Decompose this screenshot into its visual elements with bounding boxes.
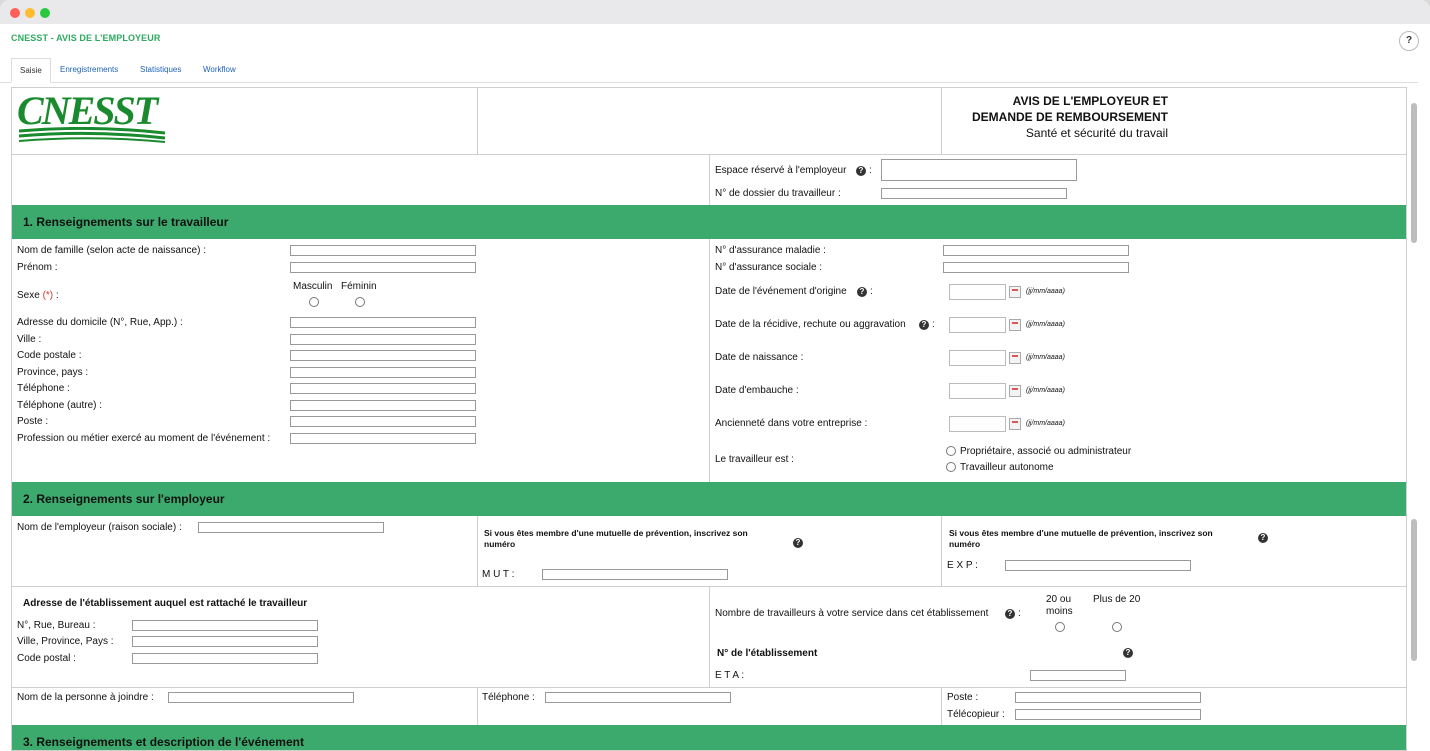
maximize-window-button[interactable] xyxy=(40,8,50,18)
travailleur-est-label: Le travailleur est : xyxy=(715,454,794,465)
date-embauche-label: Date d'embauche : xyxy=(715,385,799,396)
anciennete-label: Ancienneté dans votre entreprise : xyxy=(715,418,868,429)
no-etab-help-icon[interactable]: ? xyxy=(1123,648,1133,658)
code-postal-label: Code postal : xyxy=(17,653,76,664)
scrollbar-thumb-top[interactable] xyxy=(1411,103,1417,243)
telephone-autre-label: Téléphone (autre) : xyxy=(17,400,103,411)
poste-input[interactable] xyxy=(290,416,476,427)
vingt-moins-radio[interactable] xyxy=(1055,622,1065,632)
mutuelle-help-icon[interactable]: ? xyxy=(793,538,803,548)
date-evenement-input[interactable] xyxy=(949,284,1006,300)
cnesst-logo: CNESST xyxy=(17,91,167,143)
adresse-label: Adresse du domicile (N°, Rue, App.) : xyxy=(17,317,183,328)
exp-help-icon[interactable]: ? xyxy=(1258,533,1268,543)
adresse-input[interactable] xyxy=(290,317,476,328)
calendar-icon[interactable] xyxy=(1009,418,1021,430)
province-input[interactable] xyxy=(290,367,476,378)
telecopieur-label: Télécopieur : xyxy=(947,709,1005,720)
autonome-label: Travailleur autonome xyxy=(960,462,1054,473)
code-postal-input[interactable] xyxy=(132,653,318,664)
prenom-input[interactable] xyxy=(290,262,476,273)
calendar-icon[interactable] xyxy=(1009,286,1021,298)
personne-label: Nom de la personne à joindre : xyxy=(17,692,154,703)
eta-label: E T A : xyxy=(715,670,745,681)
date-embauche-input[interactable] xyxy=(949,383,1006,399)
telephone-input[interactable] xyxy=(290,383,476,394)
ville-label: Ville : xyxy=(17,334,42,345)
date-evenement-label: Date de l'événement d'origine xyxy=(715,286,847,297)
section1-header: 1. Renseignements sur le travailleur xyxy=(12,205,1406,239)
espace-help-icon[interactable]: ? xyxy=(856,166,866,176)
mutuelle-text-exp: Si vous êtes membre d'une mutuelle de prévention, inscrivez son numéro xyxy=(949,528,1213,549)
masculin-radio[interactable] xyxy=(309,297,319,307)
nom-famille-label: Nom de famille (selon acte de naissance) : xyxy=(17,245,206,256)
tab-bar xyxy=(0,58,1418,83)
rue-label: N°, Rue, Bureau : xyxy=(17,620,96,631)
scrollbar-thumb-bottom[interactable] xyxy=(1411,519,1417,661)
mut-label: M U T : xyxy=(482,569,515,580)
no-etab-label: N° de l'établissement xyxy=(717,648,818,659)
calendar-icon[interactable] xyxy=(1009,385,1021,397)
feminin-label: Féminin xyxy=(341,281,377,292)
telecopieur-input[interactable] xyxy=(1015,709,1201,720)
employeur-telephone-input[interactable] xyxy=(545,692,731,703)
nb-travailleurs-help-icon[interactable]: ? xyxy=(1005,609,1015,619)
tab-enregistrements[interactable]: Enregistrements xyxy=(60,65,119,74)
dossier-label: N° de dossier du travailleur : xyxy=(715,188,841,199)
title-bar xyxy=(0,0,1430,24)
nom-employeur-input[interactable] xyxy=(198,522,384,533)
employeur-poste-label: Poste : xyxy=(947,692,979,703)
date-naissance-input[interactable] xyxy=(949,350,1006,366)
code-postale-label: Code postale : xyxy=(17,350,82,361)
app-title: CNESST - AVIS DE L'EMPLOYEUR xyxy=(11,33,161,43)
sexe-label: Sexe (*) : xyxy=(17,290,59,301)
employer-notice-form: CNESST AVIS DE L'EMPLOYEUR ET DEMANDE DE REMBOURSEMENT Santé et sécurité du travail Espace réservé à l'employeur ? : N° de dossier du travailleur : 1. Renseignements sur le travailleur Nom de famille (selon acte de naissance) : Prénom : Sexe (*) : Masculin Féminin Adresse du domicile (N°, Rue, App.) : Ville : Code postale : Province, pays : Téléphone : Téléphone (autre) : Poste : Profession ou métier exercé au moment de l'événement : N° d'assurance maladie : N° d'assurance sociale : Date de l'événement d'origine ? : (jj/mm/aaaa) Date de la récidive, rechute ou aggravation ? : (jj/mm/aaaa) Date de naissance : (jj/mm/aaaa) Date d'embauche : (jj/mm/aaaa) Ancienneté dans votre entreprise : (jj/mm/aaaa) Le travailleur est : Propriétaire, associé ou administrateur Travailleur autonome 2. Renseignements sur l'employeur Nom de l'employeur (raison sociale) : Si vous êtes membre d'une mutuelle de prévention, inscrivez son numéro ? M U T : Si vous êtes membre d'une mutuelle de prévention, inscrivez son numéro ? E X P : Adresse de l'établissement auquel est rattaché le travailleur N°, Rue, Bureau : Ville, Province, Pays : Code postal : Nombre de travailleurs à votre service dans cet établissement ? : 20 ou moins Plus de 20 N° de l'établissement ? E T A : Nom de la personne à joindre : Téléphone : Poste : Télécopieur : 3. Renseignements et description de l'événement xyxy=(11,87,1407,751)
espace-label: Espace réservé à l'employeur xyxy=(715,165,847,176)
exp-input[interactable] xyxy=(1005,560,1191,571)
tab-workflow[interactable]: Workflow xyxy=(203,65,236,74)
telephone-label: Téléphone : xyxy=(17,383,70,394)
personne-input[interactable] xyxy=(168,692,354,703)
calendar-icon[interactable] xyxy=(1009,352,1021,364)
feminin-radio[interactable] xyxy=(355,297,365,307)
province-label: Province, pays : xyxy=(17,367,89,378)
eta-input[interactable] xyxy=(1030,670,1126,681)
assurance-sociale-input[interactable] xyxy=(943,262,1129,273)
profession-input[interactable] xyxy=(290,433,476,444)
date-naissance-label: Date de naissance : xyxy=(715,352,804,363)
employeur-poste-input[interactable] xyxy=(1015,692,1201,703)
plus-20-radio[interactable] xyxy=(1112,622,1122,632)
assurance-maladie-label: N° d'assurance maladie : xyxy=(715,245,826,256)
profession-label: Profession ou métier exercé au moment de l'événement : xyxy=(17,433,271,444)
proprietaire-label: Propriétaire, associé ou administrateur xyxy=(960,446,1132,457)
calendar-icon[interactable] xyxy=(1009,319,1021,331)
proprietaire-radio[interactable] xyxy=(946,446,956,456)
date-recidive-help-icon[interactable]: ? xyxy=(919,320,929,330)
dossier-input[interactable] xyxy=(881,188,1067,199)
adresse-etab-label: Adresse de l'établissement auquel est rattaché le travailleur xyxy=(23,598,308,609)
form-title: AVIS DE L'EMPLOYEUR ET DEMANDE DE REMBOURSEMENT Santé et sécurité du travail xyxy=(971,94,1168,140)
moins-label: moins xyxy=(1046,606,1073,617)
anciennete-input[interactable] xyxy=(949,416,1006,432)
tab-saisie[interactable]: Saisie xyxy=(11,58,51,83)
ville-prov-label: Ville, Province, Pays : xyxy=(17,636,114,647)
poste-label: Poste : xyxy=(17,416,49,427)
code-postale-input[interactable] xyxy=(290,350,476,361)
telephone-autre-input[interactable] xyxy=(290,400,476,411)
exp-label: E X P : xyxy=(947,560,978,571)
nom-employeur-label: Nom de l'employeur (raison sociale) : xyxy=(17,522,182,533)
date-recidive-label: Date de la récidive, rechute ou aggravation xyxy=(715,319,906,330)
prenom-label: Prénom : xyxy=(17,262,58,273)
nom-famille-input[interactable] xyxy=(290,245,476,256)
employeur-telephone-label: Téléphone : xyxy=(482,692,535,703)
help-button[interactable]: ? xyxy=(1399,31,1419,51)
mut-input[interactable] xyxy=(542,569,728,580)
minimize-window-button[interactable] xyxy=(25,8,35,18)
date-recidive-input[interactable] xyxy=(949,317,1006,333)
nb-travailleurs-label: Nombre de travailleurs à votre service dans cet établissement xyxy=(715,608,989,619)
vingt-ou-label: 20 ou xyxy=(1046,594,1072,605)
plus-20-label: Plus de 20 xyxy=(1093,594,1141,605)
date-evenement-help-icon[interactable]: ? xyxy=(857,287,867,297)
section2-header: 2. Renseignements sur l'employeur xyxy=(12,482,1406,516)
ville-prov-input[interactable] xyxy=(132,636,318,647)
section3-header: 3. Renseignements et description de l'événement xyxy=(12,725,1406,751)
assurance-maladie-input[interactable] xyxy=(943,245,1129,256)
close-window-button[interactable] xyxy=(10,8,20,18)
scrollbar[interactable] xyxy=(1408,83,1420,751)
espace-textarea[interactable] xyxy=(881,159,1077,181)
ville-input[interactable] xyxy=(290,334,476,345)
tab-statistiques[interactable]: Statistiques xyxy=(140,65,182,74)
mutuelle-text-mut: Si vous êtes membre d'une mutuelle de prévention, inscrivez son numéro xyxy=(484,528,748,549)
assurance-sociale-label: N° d'assurance sociale : xyxy=(715,262,823,273)
autonome-radio[interactable] xyxy=(946,462,956,472)
rue-input[interactable] xyxy=(132,620,318,631)
masculin-label: Masculin xyxy=(293,281,333,292)
